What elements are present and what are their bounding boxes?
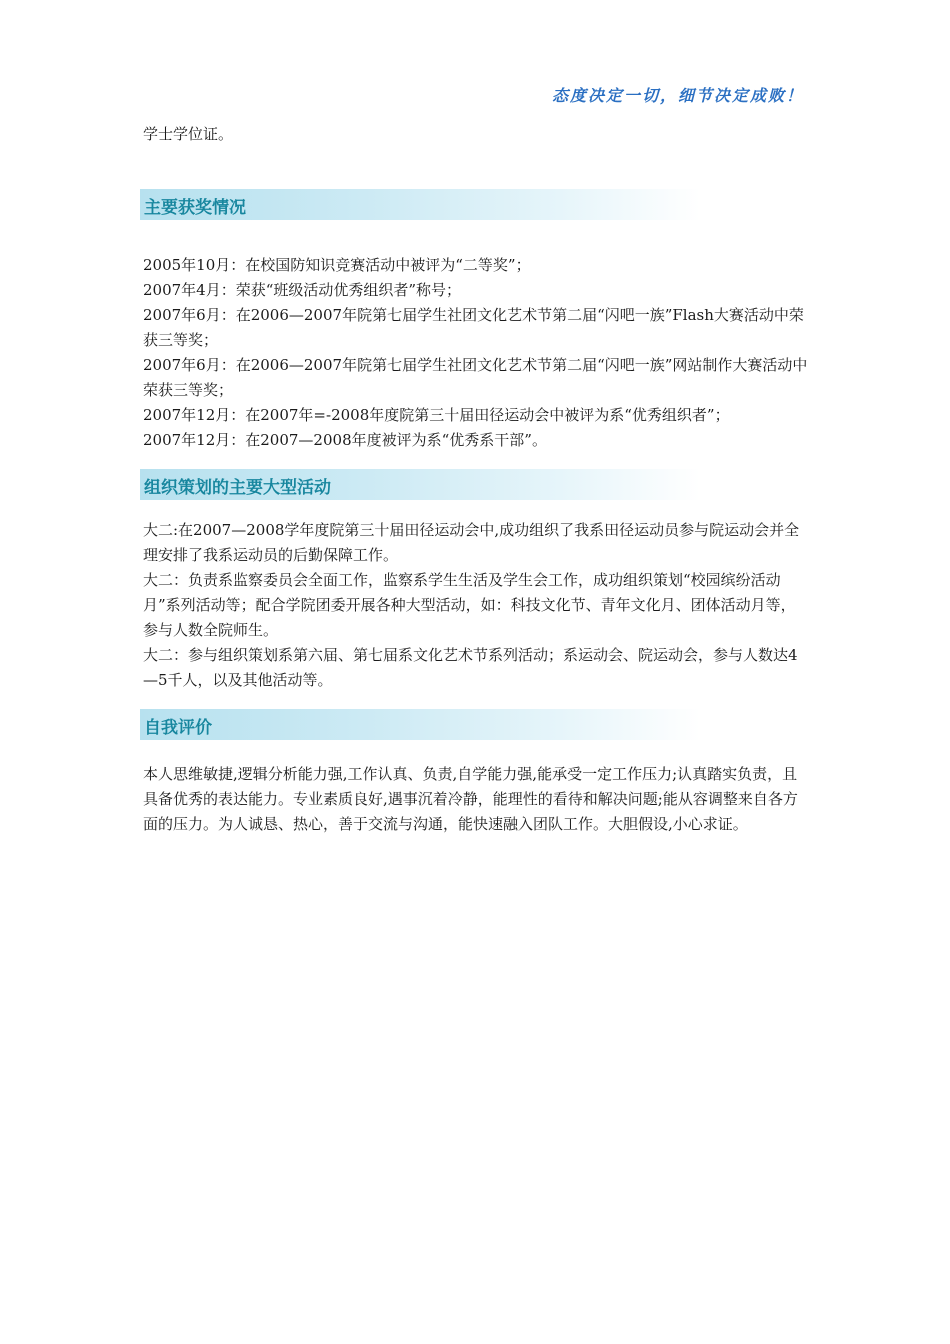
list-item: 2007年12月：在2007年=-2008年度院第三十届田径运动会中被评为系“优秀组织者”； xyxy=(143,406,730,424)
list-item: 2007年12月：在2007—2008年度被评为系“优秀系干部”。 xyxy=(143,431,547,449)
list-item: 本人思维敏捷,逻辑分析能力强,工作认真、负责,自学能力强,能承受一定工作压力;认真踏实负责，且具备优秀的表达能力。专业素质良好,遇事沉着冷静，能理性的看待和解决问题;能从容调整来自各方面的压力。为人诚恳、热心，善于交流与沟通，能快速融入团队工作。大胆假设,小心求证。 xyxy=(143,765,798,833)
intro-text: 学士学位证。 xyxy=(143,125,234,143)
self-evaluation-text xyxy=(143,762,809,837)
list-item: 2005年10月：在校国防知识竞赛活动中被评为“二等奖”； xyxy=(143,256,531,274)
awards-list xyxy=(143,253,809,453)
section-header-self-evaluation xyxy=(140,709,700,740)
list-item: 大二：参与组织策划系第六届、第七届系文化艺术节系列活动；系运动会、院运动会，参与人数达4—5千人，以及其他活动等。 xyxy=(143,646,798,689)
activities-list xyxy=(143,518,809,693)
section-title-self-evaluation: 自我评价 xyxy=(144,718,212,738)
section-title-awards: 主要获奖情况 xyxy=(144,198,246,218)
list-item: 2007年4月：荣获“班级活动优秀组织者”称号； xyxy=(143,281,462,299)
section-header-activities xyxy=(140,469,700,500)
list-item: 大二：负责系监察委员会全面工作，监察系学生生活及学生会工作，成功组织策划“校园缤纷活动月”系列活动等；配合学院团委开展各种大型活动，如：科技文化节、青年文化月、团体活动月等，参与人数全院师生。 xyxy=(143,571,796,639)
list-item: 2007年6月：在2006—2007年院第七届学生社团文化艺术节第二届“闪吧一族”Flash大赛活动中荣获三等奖； xyxy=(143,306,804,349)
header-motto: 态度决定一切，细节决定成败！ xyxy=(551,86,804,105)
section-header-awards xyxy=(140,189,700,220)
list-item: 大二:在2007—2008学年度院第三十届田径运动会中,成功组织了我系田径运动员参与院运动会并全理安排了我系运动员的后勤保障工作。 xyxy=(143,521,800,564)
section-title-activities: 组织策划的主要大型活动 xyxy=(144,478,331,498)
document-body xyxy=(143,122,809,837)
list-item: 2007年6月：在2006—2007年院第七届学生社团文化艺术节第二届“闪吧一族”网站制作大赛活动中荣获三等奖； xyxy=(143,356,808,399)
